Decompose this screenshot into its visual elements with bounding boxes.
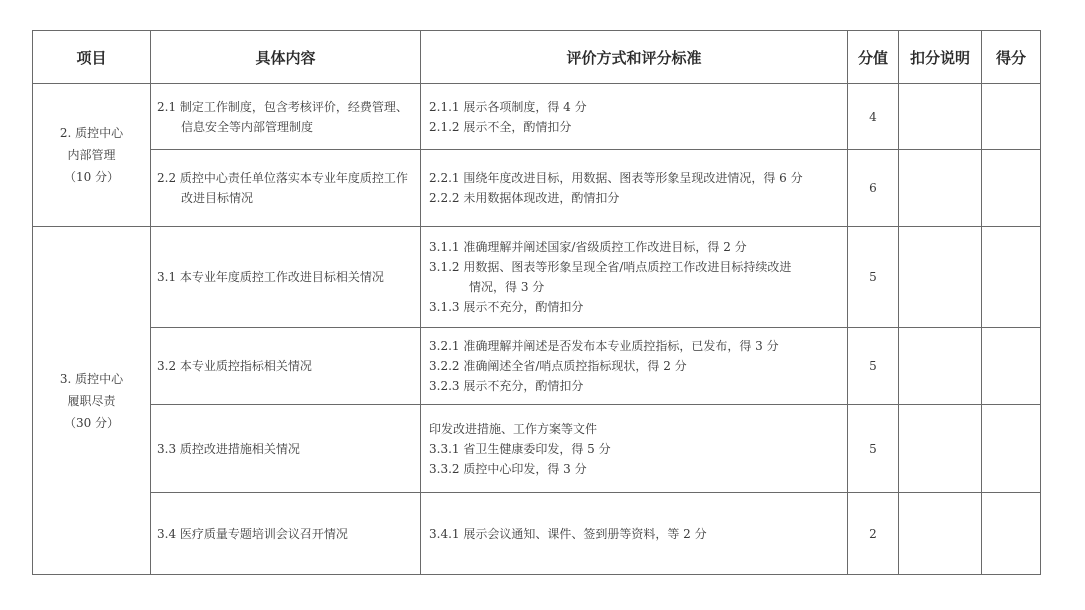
header-project: 项目 [33, 31, 151, 84]
criteria-cell [421, 84, 848, 150]
content-text: 2.1 制定工作制度，包含考核评价，经费管理、信息安全等内部管理制度 [157, 99, 408, 134]
criteria-cell [421, 227, 848, 328]
final-score-cell [982, 84, 1041, 150]
criteria-line: 情况，得 3 分 [469, 280, 545, 294]
final-score-cell [982, 405, 1041, 493]
criteria-line: 3.4.1 展示会议通知、课件、签到册等资料，等 2 分 [429, 526, 707, 541]
criteria-cell [421, 493, 848, 575]
final-score-cell [982, 493, 1041, 575]
content-cell [151, 328, 421, 405]
content-cell [151, 84, 421, 150]
final-score-cell [982, 227, 1041, 328]
score-value: 5 [848, 405, 899, 493]
score-value: 5 [848, 328, 899, 405]
criteria-line: 印发改进措施、工作方案等文件 [429, 421, 598, 436]
project-points: （10 分） [63, 170, 120, 184]
criteria-line: 2.1.1 展示各项制度，得 4 分 [429, 99, 587, 114]
project-name: 2. 质控中心 [59, 126, 124, 140]
content-text: 2.2 质控中心责任单位落实本专业年度质控工作改进目标情况 [157, 171, 408, 205]
final-score-cell [982, 328, 1041, 405]
project-cell [33, 227, 151, 575]
project-subname: 内部管理 [67, 148, 116, 162]
table-row [33, 328, 1041, 405]
table-row [33, 84, 1041, 150]
header-deduction-note: 扣分说明 [899, 31, 982, 84]
project-subname: 履职尽责 [67, 393, 116, 408]
deduction-note-cell [899, 84, 982, 150]
evaluation-table [32, 30, 1041, 575]
deduction-note-cell [899, 328, 982, 405]
criteria-cell [421, 405, 848, 493]
deduction-note-cell [899, 405, 982, 493]
content-cell [151, 227, 421, 328]
content-text: 3.3 质控改进措施相关情况 [157, 441, 300, 456]
project-points: （30 分） [63, 415, 120, 430]
criteria-line: 2.2.2 未用数据体现改进，酌情扣分 [429, 191, 620, 205]
header-content: 具体内容 [151, 31, 421, 84]
content-text: 3.1 本专业年度质控工作改进目标相关情况 [157, 270, 384, 284]
final-score-cell [982, 150, 1041, 227]
table-row [33, 405, 1041, 493]
criteria-line: 3.2.2 准确阐述全省/哨点质控指标现状，得 2 分 [429, 359, 687, 373]
criteria-line: 3.1.1 准确理解并阐述国家/省级质控工作改进目标，得 2 分 [429, 240, 747, 254]
project-cell [33, 84, 151, 227]
content-cell [151, 405, 421, 493]
header-score-value: 分值 [848, 31, 899, 84]
criteria-line: 3.1.2 用数据、图表等形象呈现全省/哨点质控工作改进目标持续改进 [429, 260, 792, 274]
criteria-line: 3.2.1 准确理解并阐述是否发布本专业质控指标，已发布，得 3 分 [429, 339, 779, 353]
criteria-line: 3.2.3 展示不充分，酌情扣分 [429, 379, 584, 393]
criteria-line: 3.1.3 展示不充分，酌情扣分 [429, 300, 584, 314]
content-cell [151, 493, 421, 575]
criteria-line: 3.3.2 质控中心印发，得 3 分 [429, 461, 587, 476]
content-cell [151, 150, 421, 227]
criteria-cell [421, 150, 848, 227]
content-text: 3.2 本专业质控指标相关情况 [157, 359, 312, 373]
header-criteria: 评价方式和评分标准 [421, 31, 848, 84]
deduction-note-cell [899, 150, 982, 227]
criteria-cell [421, 328, 848, 405]
header-final-score: 得分 [982, 31, 1041, 84]
score-value: 2 [848, 493, 899, 575]
criteria-line: 2.2.1 围绕年度改进目标，用数据、图表等形象呈现改进情况，得 6 分 [429, 171, 803, 185]
table-row [33, 150, 1041, 227]
project-name: 3. 质控中心 [59, 371, 124, 386]
score-value: 6 [848, 150, 899, 227]
score-value: 4 [848, 84, 899, 150]
content-text: 3.4 医疗质量专题培训会议召开情况 [157, 526, 348, 541]
score-value: 5 [848, 227, 899, 328]
table-row [33, 493, 1041, 575]
criteria-line: 3.3.1 省卫生健康委印发，得 5 分 [429, 441, 611, 456]
criteria-line: 2.1.2 展示不全，酌情扣分 [429, 119, 572, 134]
deduction-note-cell [899, 227, 982, 328]
deduction-note-cell [899, 493, 982, 575]
header-row [33, 31, 1041, 84]
table-row [33, 227, 1041, 328]
